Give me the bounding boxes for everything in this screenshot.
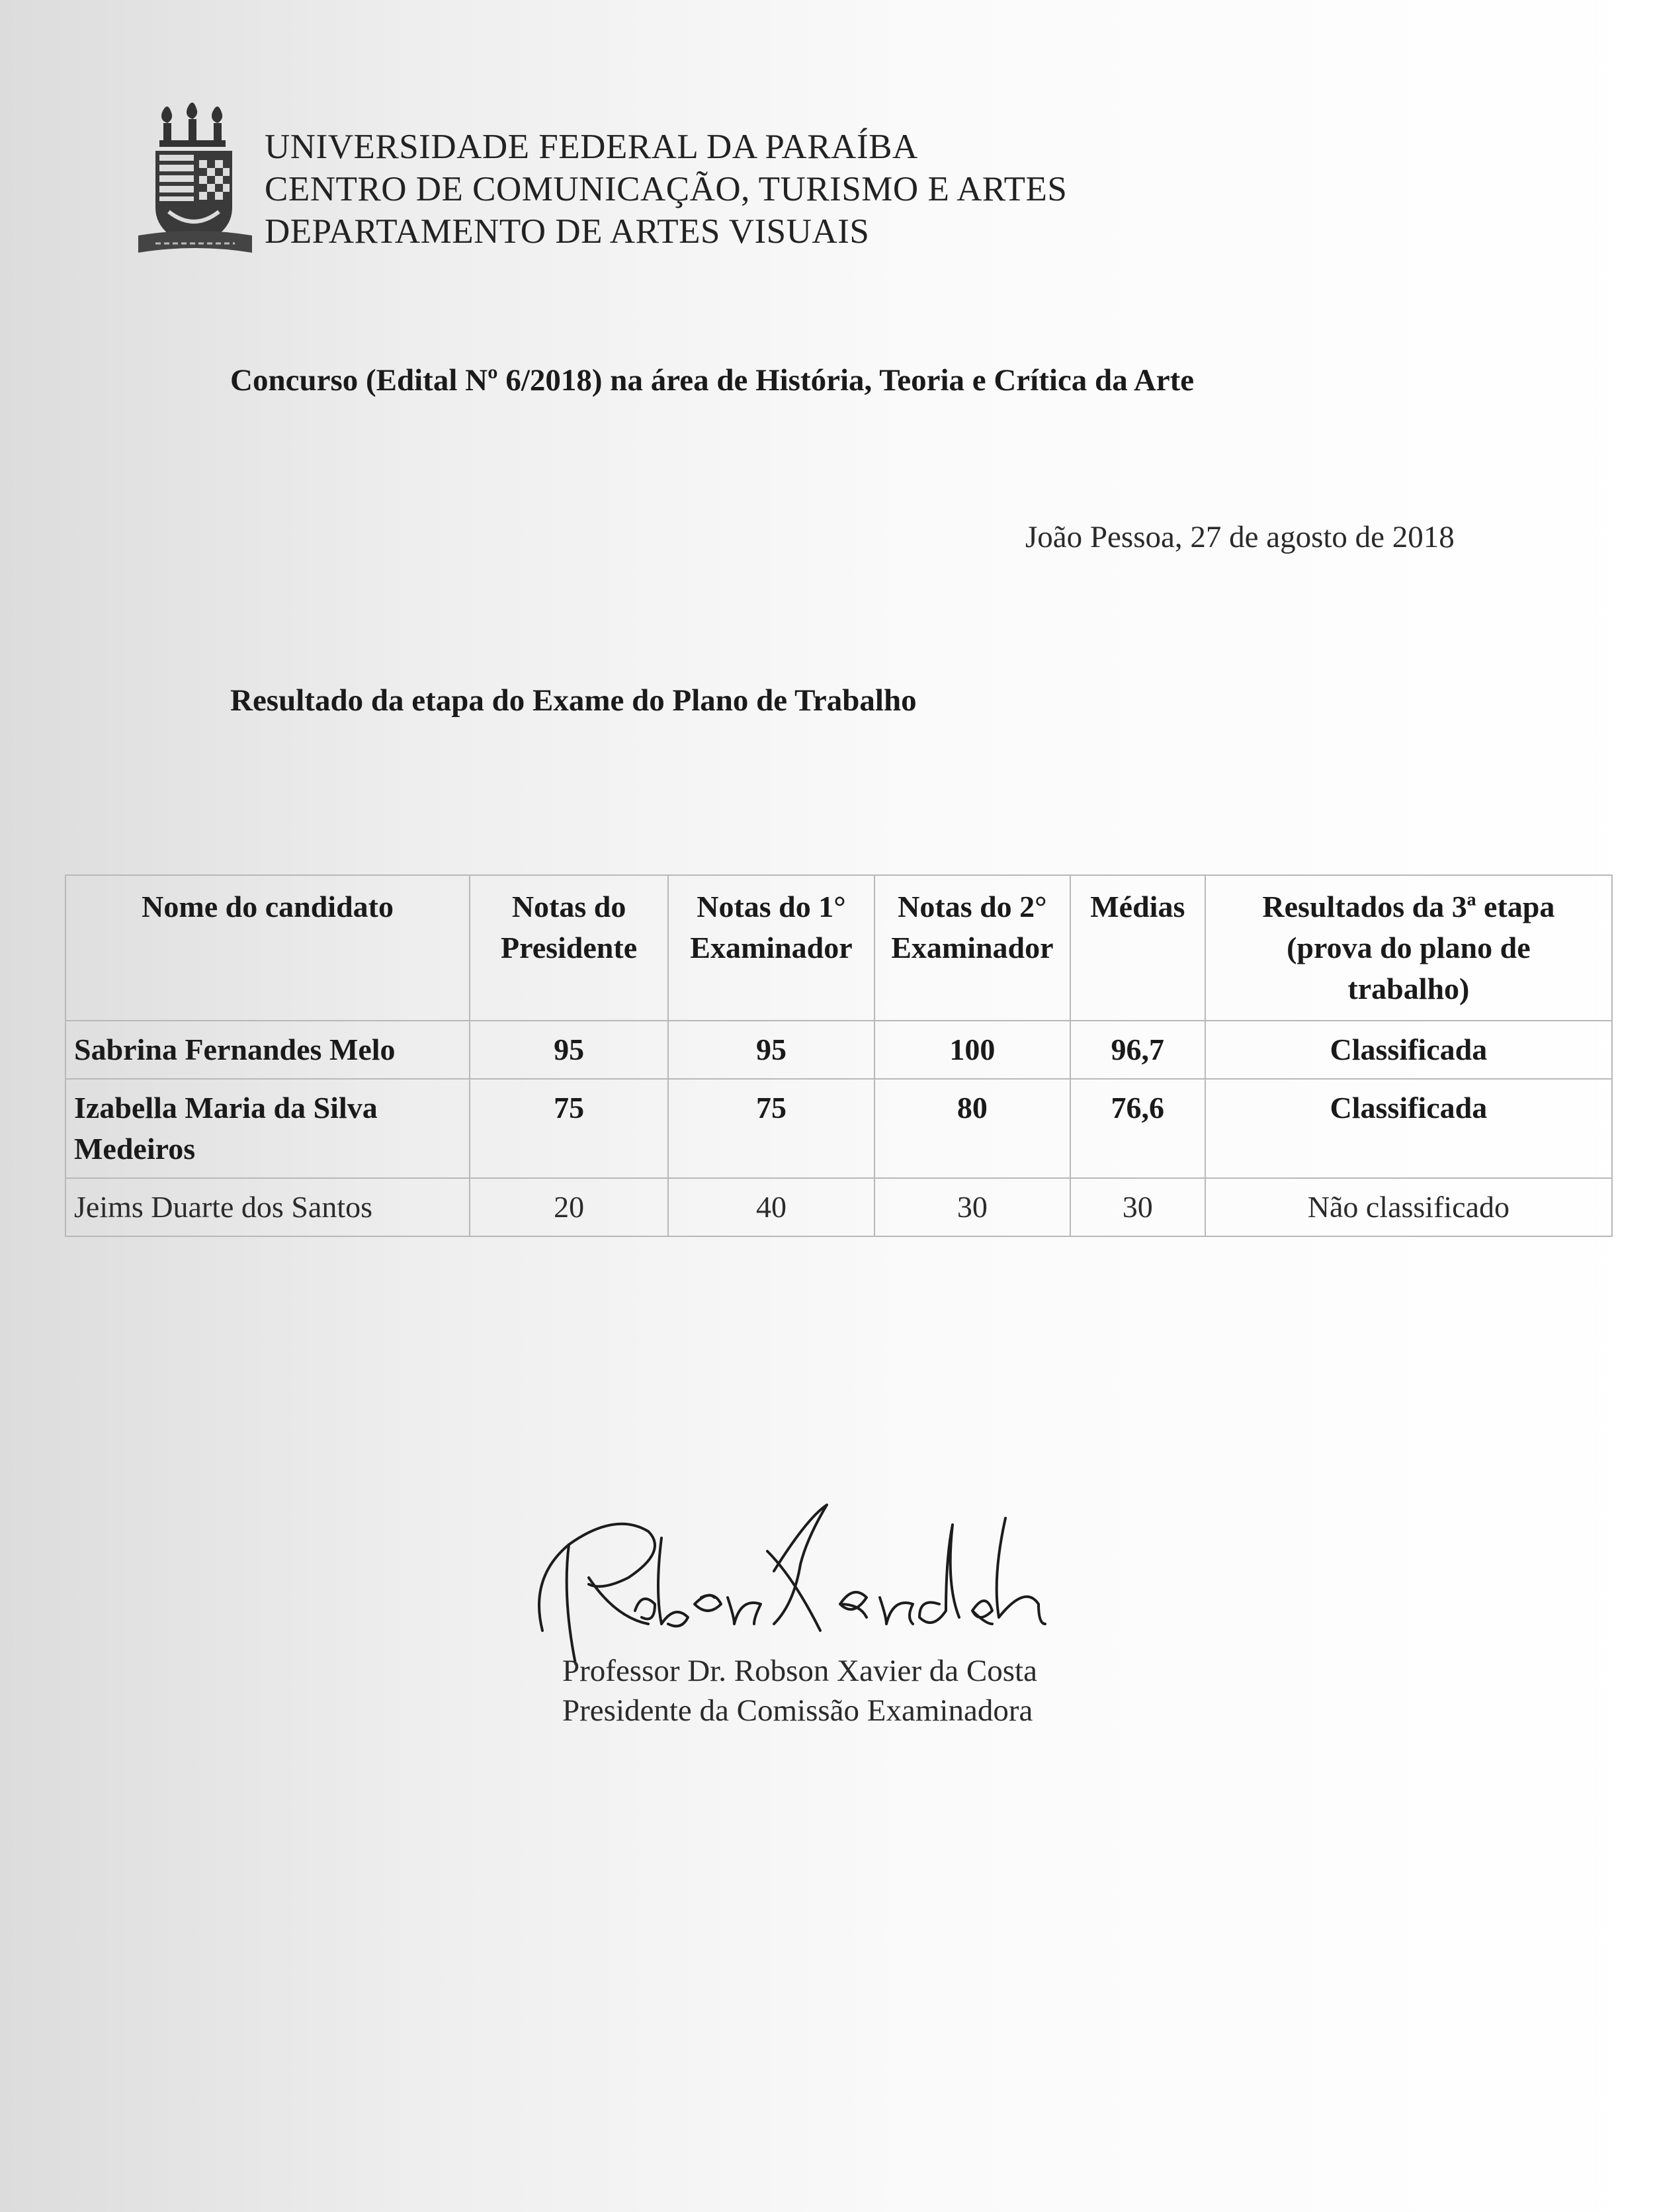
header-president-score-line-2: Presidente <box>501 931 638 964</box>
header-president-score-line-1: Notas do <box>511 890 626 923</box>
header-examiner2-score-line-2: Examinador <box>891 931 1054 964</box>
contest-title: Concurso (Edital Nº 6/2018) na área de História, Teoria e Crítica da Arte <box>230 363 1195 398</box>
header-examiner1-score-line-1: Notas do 1° <box>697 890 846 923</box>
header-candidate-name-text: Nome do candidato <box>142 890 394 923</box>
candidate-name <box>65 1178 470 1236</box>
examiner2-score: 100 <box>874 1021 1070 1079</box>
handwritten-signature-icon <box>529 1498 1085 1670</box>
result-title: Resultado da etapa do Exame do Plano de Trabalho <box>230 683 917 718</box>
president-score: 20 <box>470 1178 668 1236</box>
department-name: DEPARTAMENTO DE ARTES VISUAIS <box>265 212 870 251</box>
average-score: 76,6 <box>1070 1079 1205 1178</box>
examiner1-score: 75 <box>668 1079 874 1178</box>
examiner1-score: 95 <box>668 1021 874 1079</box>
header-stage3-result-line-2: (prova do plano de <box>1287 931 1531 964</box>
candidate-name-text: Sabrina Fernandes Melo <box>74 1033 396 1066</box>
table-row <box>65 1079 1612 1178</box>
candidate-name <box>65 1079 470 1178</box>
average-score: 30 <box>1070 1178 1205 1236</box>
signer-role: Presidente da Comissão Examinadora <box>562 1693 1033 1728</box>
header-examiner2-score-line-1: Notas do 2° <box>898 890 1047 923</box>
header-average <box>1070 875 1205 1021</box>
table-row <box>65 1178 1612 1236</box>
header-stage3-result-line-3: trabalho) <box>1347 972 1470 1005</box>
stage3-result: Não classificado <box>1205 1178 1612 1236</box>
header-examiner1-score <box>668 875 874 1021</box>
results-table <box>65 874 1613 1237</box>
header-president-score <box>470 875 668 1021</box>
signer-block <box>562 1651 1037 1730</box>
average-score: 96,7 <box>1070 1021 1205 1079</box>
stage3-result: Classificada <box>1205 1079 1612 1178</box>
table-row <box>65 1021 1612 1079</box>
header-candidate-name <box>65 875 470 1021</box>
university-crest-icon <box>136 99 255 265</box>
university-name: UNIVERSIDADE FEDERAL DA PARAÍBA <box>265 128 918 166</box>
candidate-name <box>65 1021 470 1079</box>
stage3-result: Classificada <box>1205 1021 1612 1079</box>
president-score: 75 <box>470 1079 668 1178</box>
candidate-name-line-1: Izabella Maria da Silva <box>74 1091 378 1125</box>
center-name: CENTRO DE COMUNICAÇÃO, TURISMO E ARTES <box>265 170 1068 208</box>
header-examiner1-score-line-2: Examinador <box>690 931 853 964</box>
candidate-name-line-2: Medeiros <box>74 1132 196 1166</box>
header-examiner2-score <box>874 875 1070 1021</box>
examiner1-score: 40 <box>668 1178 874 1236</box>
header-average-text: Médias <box>1090 890 1185 923</box>
institution-header <box>265 126 1067 253</box>
president-score: 95 <box>470 1021 668 1079</box>
header-stage3-result-line-1: Resultados da 3ª etapa <box>1262 890 1555 923</box>
examiner2-score: 80 <box>874 1079 1070 1178</box>
examiner2-score: 30 <box>874 1178 1070 1236</box>
header-stage3-result <box>1205 875 1612 1021</box>
signer-name: Professor Dr. Robson Xavier da Costa <box>562 1654 1037 1688</box>
candidate-name-text: Jeims Duarte dos Santos <box>74 1190 373 1224</box>
place-date: João Pessoa, 27 de agosto de 2018 <box>1025 520 1455 554</box>
table-header-row <box>65 875 1612 1021</box>
